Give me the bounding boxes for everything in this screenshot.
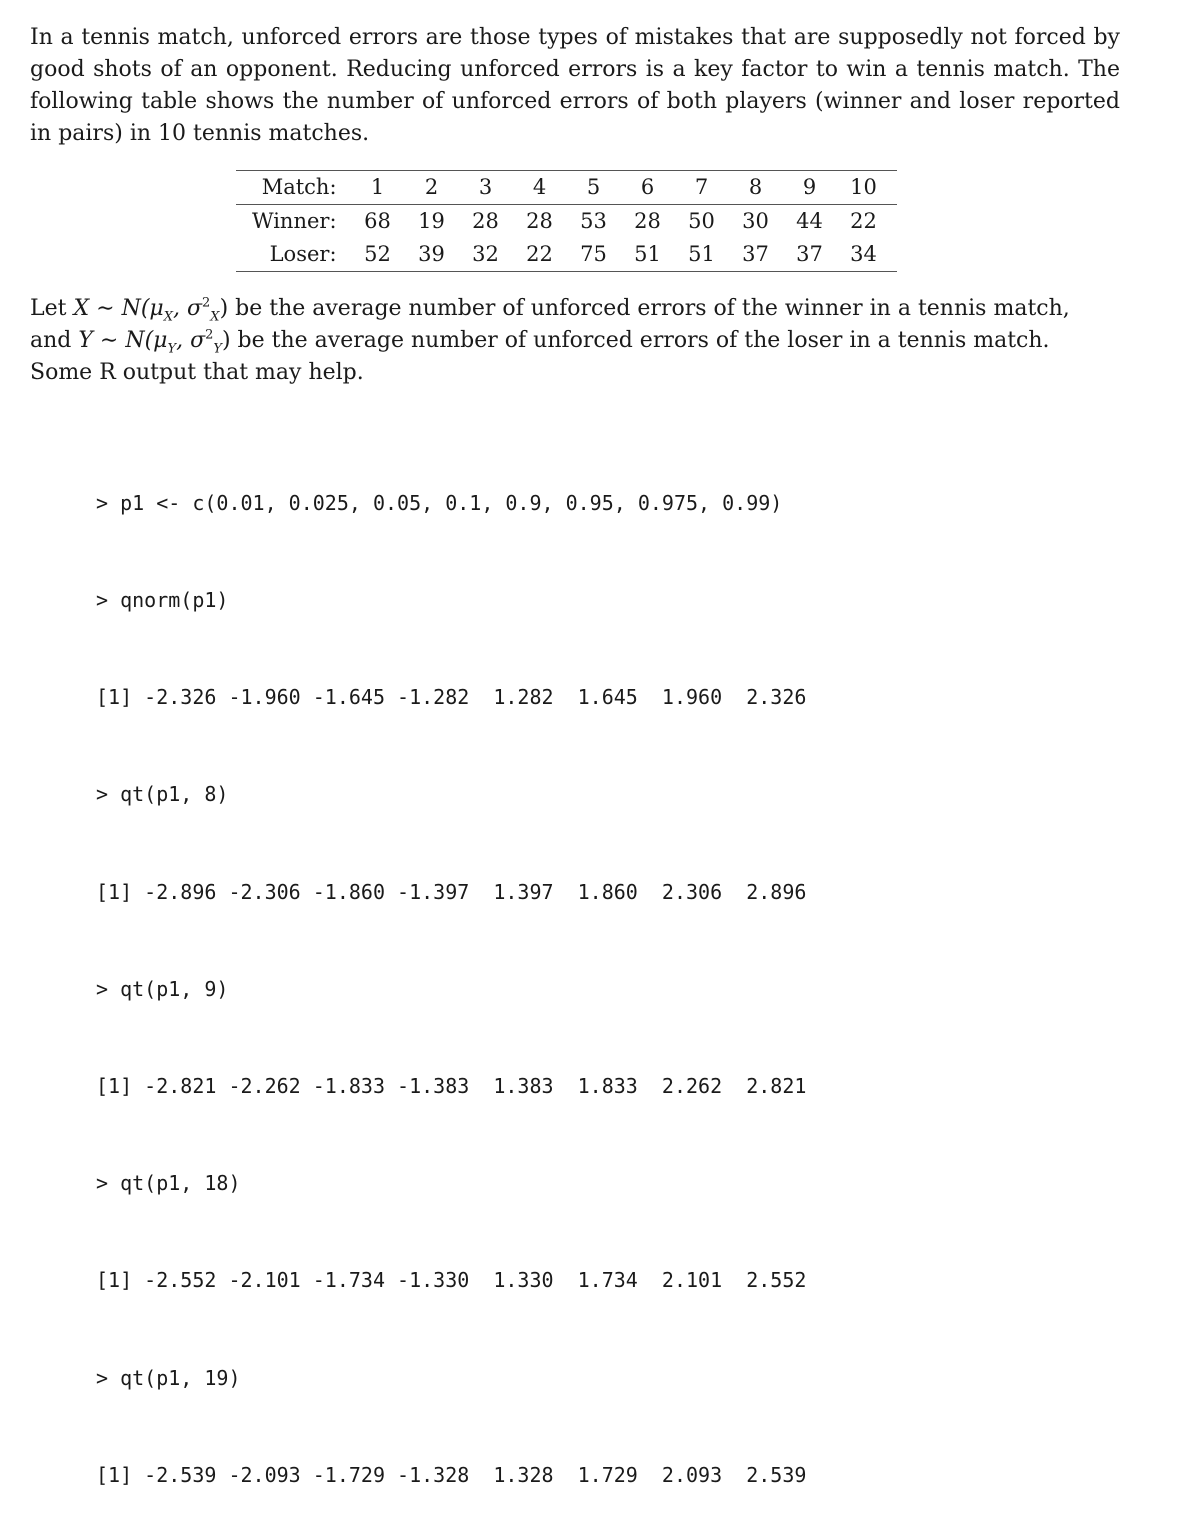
code-line: [1] -2.326 -1.960 -1.645 -1.282 1.282 1.645 1.960 2.326 <box>96 685 807 710</box>
x-sigma-squared: 2 <box>202 295 211 311</box>
code-line: > qt(p1, 18) <box>96 1171 241 1196</box>
table-cell: 5 <box>567 171 621 205</box>
code-line: > qnorm(p1) <box>96 588 229 613</box>
table-cell: 7 <box>675 171 729 205</box>
math-y: Y <box>78 328 93 353</box>
table-cell: 4 <box>513 171 567 205</box>
math-x: X <box>73 296 90 321</box>
table-cell: 39 <box>418 242 445 266</box>
table-cell: 2 <box>405 171 459 205</box>
word-and: and <box>30 328 72 353</box>
y-mean-subscript: Y <box>167 341 177 357</box>
table-cell: 28 <box>634 209 661 233</box>
table-cell: 30 <box>742 209 769 233</box>
code-line: [1] -2.821 -2.262 -1.833 -1.383 1.383 1.833 2.262 2.821 <box>96 1074 807 1099</box>
y-normal-dist: N(μ <box>125 328 168 353</box>
table-cell: 37 <box>796 242 823 266</box>
x-sigma: , σ <box>173 296 203 321</box>
table-cell: 37 <box>742 242 769 266</box>
table-cell: 19 <box>418 209 445 233</box>
row-label-loser: Loser: <box>269 242 337 266</box>
x-mean-subscript: X <box>163 309 173 325</box>
table-cell: 75 <box>580 242 607 266</box>
table-cell: 51 <box>688 242 715 266</box>
table-cell: 51 <box>634 242 661 266</box>
r-output-intro: Some R output that may help. <box>30 360 364 385</box>
table-cell: 3 <box>459 171 513 205</box>
table-cell: 9 <box>783 171 837 205</box>
row-label-match: Match: <box>236 171 351 205</box>
intro-paragraph: In a tennis match, unforced errors are those types of mistakes that are supposedly not forced by good shots of an opponent. Reducing unforced errors is a key factor to win a tennis match. The following table shows the number of unforced errors of both players (winner and loser reported in pairs) in 10 tennis matches. <box>30 25 1120 146</box>
y-sigma: , σ <box>176 328 206 353</box>
code-line: > qt(p1, 9) <box>96 976 229 1001</box>
loser-distribution-line <box>30 325 1120 357</box>
table-cell: 28 <box>526 209 553 233</box>
table-cell: 44 <box>796 209 823 233</box>
table-cell: 22 <box>526 242 553 266</box>
table-cell: 32 <box>472 242 499 266</box>
table-cell: 52 <box>364 242 391 266</box>
code-line: > qt(p1, 19) <box>96 1365 241 1390</box>
x-description: ) be the average number of unforced errors of the winner in a tennis match, <box>219 296 1070 321</box>
table-cell: 22 <box>850 209 877 233</box>
table-cell: 6 <box>621 171 675 205</box>
table-cell: 1 <box>351 171 405 205</box>
table-cell: 53 <box>580 209 607 233</box>
code-line: > qt(p1, 8) <box>96 782 229 807</box>
row-label-winner: Winner: <box>252 209 337 233</box>
table-cell: 28 <box>472 209 499 233</box>
code-line: > p1 <- c(0.01, 0.025, 0.05, 0.1, 0.9, 0.95, 0.975, 0.99) <box>96 490 783 515</box>
x-normal-dist: N(μ <box>121 296 164 321</box>
code-line: [1] -2.896 -2.306 -1.860 -1.397 1.397 1.860 2.306 2.896 <box>96 879 807 904</box>
y-sigma-subscript: Y <box>213 341 222 357</box>
tilde-symbol: ∼ <box>99 328 119 353</box>
distribution-paragraph <box>30 293 1120 389</box>
table-cell: 34 <box>850 242 877 266</box>
code-line: [1] -2.539 -2.093 -1.729 -1.328 1.328 1.729 2.093 2.539 <box>96 1462 807 1487</box>
table-cell: 10 <box>837 171 897 205</box>
table-row-loser <box>236 238 897 272</box>
r-code-block <box>96 422 806 1524</box>
word-let: Let <box>30 296 67 321</box>
table-cell: 50 <box>688 209 715 233</box>
winner-distribution-line <box>30 293 1120 325</box>
unforced-errors-table <box>236 170 897 272</box>
table-row-match <box>236 171 897 205</box>
code-line: [1] -2.552 -2.101 -1.734 -1.330 1.330 1.734 2.101 2.552 <box>96 1268 807 1293</box>
table-cell: 68 <box>364 209 391 233</box>
y-sigma-squared: 2 <box>205 327 214 343</box>
table-cell: 8 <box>729 171 783 205</box>
tilde-symbol: ∼ <box>96 296 115 321</box>
table-row-winner <box>236 205 897 239</box>
y-description: ) be the average number of unforced errors of the loser in a tennis match. <box>221 328 1050 353</box>
x-sigma-subscript: X <box>210 309 220 325</box>
